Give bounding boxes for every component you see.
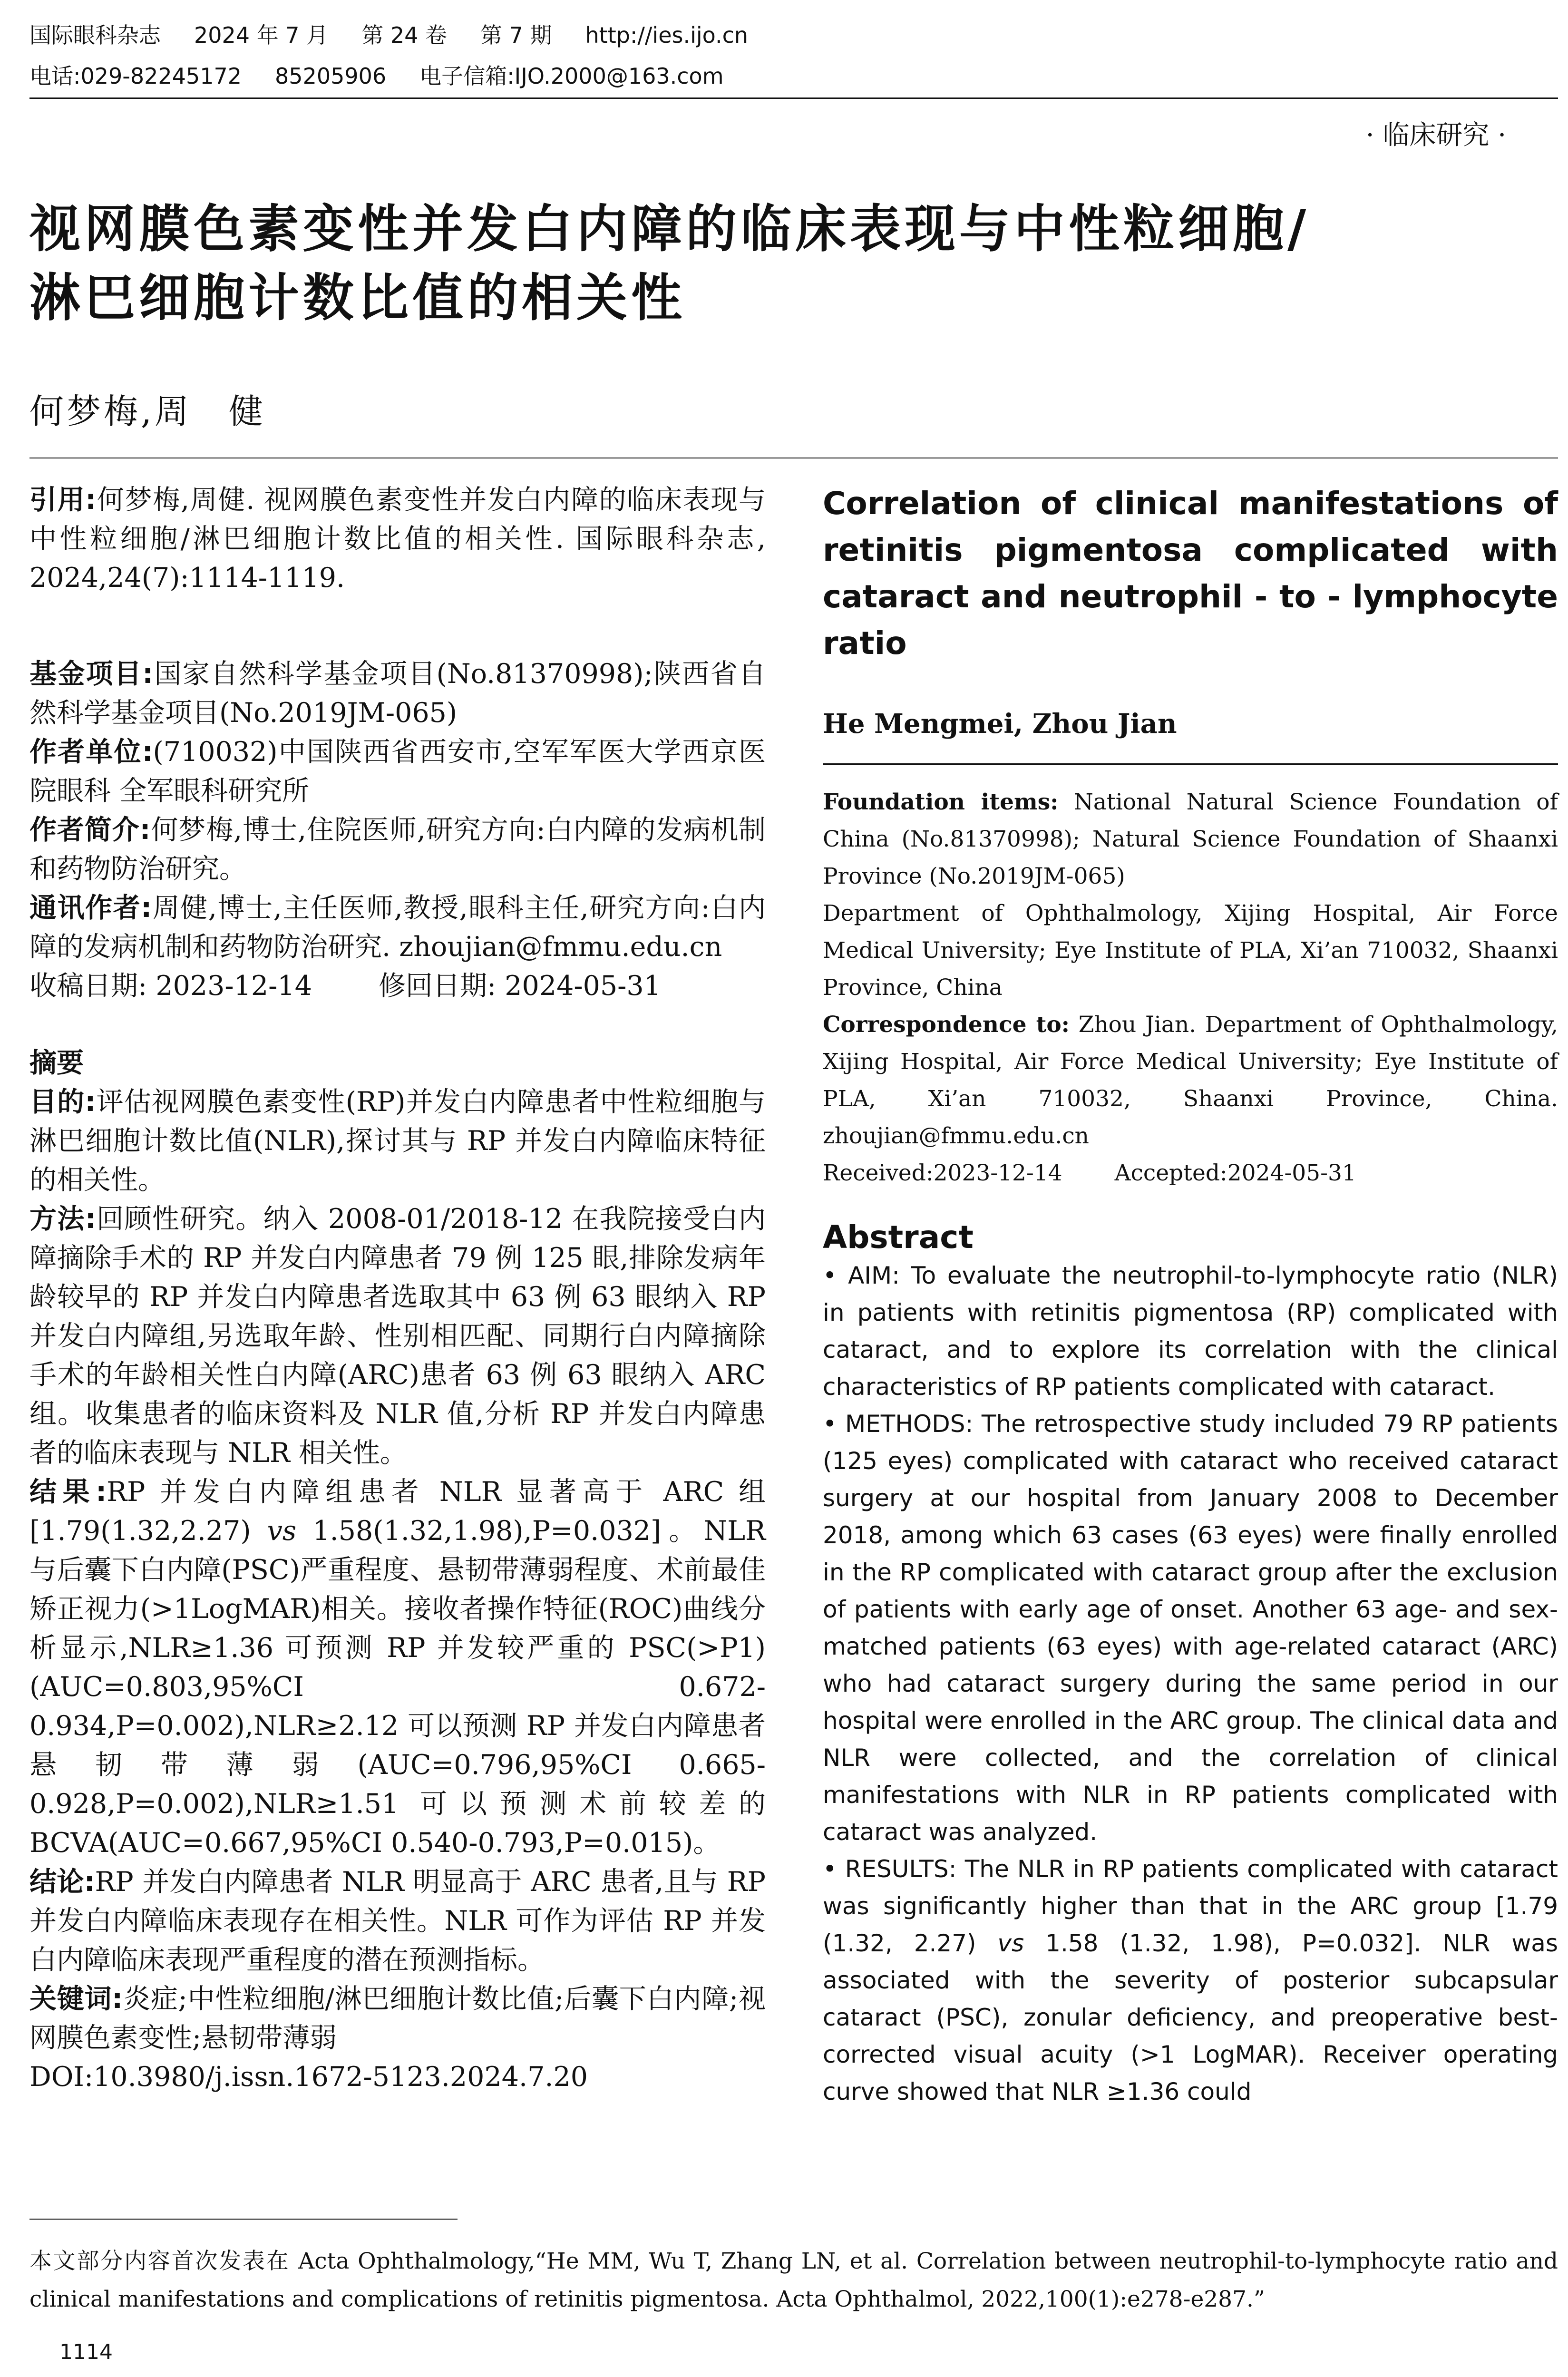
email[interactable]: 电子信箱:IJO.2000@163.com	[419, 63, 724, 89]
objective: 目的:评估视网膜色素变性(RP)并发白内障患者中性粒细胞与淋巴细胞计数比值(NLR),探讨其与 RP 并发白内障临床特征的相关性。	[29, 1086, 766, 1196]
issue: 第 7 期	[480, 22, 552, 48]
results-cn: 结果:RP 并发白内障组患者 NLR 显著高于 ARC 组[1.79(1.32,2.27) vs 1.58(1.32,1.98),P=0.032]。NLR 与后囊下白内障(PSC)严重程度、悬韧带薄弱程度、术前最佳矫正视力(>1LogMAR)相关。接收者操作特征(ROC)曲线分析显示,NLR≥1.36 可预测 RP 并发较严重的 PSC(>P1)(AUC=0.803,95%CI 0.672-0.934,P=0.002),NLR≥2.12 可以预测 RP 并发白内障患者悬韧带薄弱(AUC=0.796,95%CI 0.665-0.928,P=0.002),NLR≥1.51 可以预测术前较差的 BCVA(AUC=0.667,95%CI 0.540-0.793,P=0.015)。	[29, 1476, 766, 1859]
issue-date: 2024 年 7 月	[194, 22, 329, 48]
footnote: 本文部分内容首次发表在 Acta Ophthalmology,“He MM, Wu T, Zhang LN, et al. Correlation between neutrophil-to-lymphocyte ratio and clinical manifestations and complications of retinitis pigmentosa. Acta Ophthalmol, 2022,100(1):e278-e287.”	[29, 2248, 1558, 2312]
phone-2: 85205906	[275, 63, 387, 89]
methods-en: • METHODS: The retrospective study included 79 RP patients (125 eyes) complicated with cataract who received cataract surgery at our hospital from January 2008 to December 2018, among which 63 cases (63 eyes) were finally enrolled in the RP complicated with cataract group after the exclusion of patients with early age of onset. Another 63 age- and sex-matched patients (63 eyes) with age-related cataract (ARC) who had cataract surgery during the same period in our hospital were enrolled in the ARC group. The clinical data and NLR were collected, and the correlation of clinical manifestations with NLR in RP patients complicated with cataract was analyzed.	[823, 1410, 1558, 1846]
correspondence-label: Correspondence to:	[823, 1012, 1070, 1038]
keywords-label: 关键词:	[29, 1983, 123, 2015]
unit-label: 作者单位:	[29, 736, 153, 768]
corr-label: 通讯作者:	[29, 892, 152, 924]
page-number: 1114	[59, 2340, 113, 2364]
citation-label: 引用:	[29, 484, 97, 516]
running-header-line2	[29, 62, 757, 90]
footnote-rule	[29, 2219, 458, 2220]
fund-label: 基金项目:	[29, 658, 154, 690]
journal-url[interactable]: http://ies.ijo.cn	[585, 22, 749, 48]
corresponding-author: 通讯作者:周健,博士,主任医师,教授,眼科主任,研究方向:白内障的发病机制和药物防治研究. zhoujian@fmmu.edu.cn	[29, 892, 766, 963]
abstract-heading-cn: 摘要	[29, 1047, 84, 1079]
right-column	[823, 480, 1558, 2110]
section-tag: · 临床研究 ·	[1365, 120, 1506, 151]
left-column	[29, 480, 766, 2096]
citation: 引用:何梦梅,周健. 视网膜色素变性并发白内障的临床表现与中性粒细胞/淋巴细胞计数比值的相关性. 国际眼科杂志, 2024,24(7):1114-1119.	[29, 484, 766, 594]
title-en: Correlation of clinical manifestations of retinitis pigmentosa complicated with cataract and neutrophil - to - lymphocyte ratio	[823, 485, 1558, 662]
authors-cn: 何梦梅,周 健	[29, 391, 266, 431]
conclusion-label: 结论:	[29, 1866, 95, 1898]
aim-en: • AIM: To evaluate the neutrophil-to-lymphocyte ratio (NLR) in patients with retinitis pigmentosa (RP) complicated with cataract, and to explore its correlation with the clinical characteristics of RP patients complicated with cataract.	[823, 1262, 1558, 1401]
methods-cn: 方法:回顾性研究。纳入 2008-01/2018-12 在我院接受白内障摘除手术的 RP 并发白内障患者 79 例 125 眼,排除发病年龄较早的 RP 并发白内障患者选取其中 63 例 63 眼纳入 RP 并发白内障组,另选取年龄、性别相匹配、同期行白内障摘除手术的年龄相关性白内障(ARC)患者 63 例 63 眼纳入 ARC 组。收集患者的临床资料及 NLR 值,分析 RP 并发白内障患者的临床表现与 NLR 相关性。	[29, 1203, 766, 1469]
fund: 基金项目:国家自然科学基金项目(No.81370998);陕西省自然科学基金项目(No.2019JM-065)	[29, 658, 766, 729]
affiliation-en: Department of Ophthalmology, Xijing Hospital, Air Force Medical University; Eye Institute of PLA, Xi’an 710032, Shaanxi Province, China	[823, 900, 1558, 1001]
journal-name: 国际眼科杂志	[29, 22, 161, 48]
doi[interactable]: DOI:10.3980/j.issn.1672-5123.2024.7.20	[29, 2061, 588, 2093]
abstract-heading-en: Abstract	[823, 1219, 974, 1256]
foundation-label: Foundation items:	[823, 789, 1059, 815]
results-label: 结果:	[29, 1476, 107, 1508]
dates: 收稿日期: 2023-12-14 修回日期: 2024-05-31	[29, 970, 661, 1002]
bio-label: 作者简介:	[29, 814, 151, 846]
methods-label: 方法:	[29, 1203, 96, 1235]
objective-label: 目的:	[29, 1086, 96, 1118]
volume: 第 24 卷	[361, 22, 447, 48]
results-en-label: • RESULTS:	[823, 1855, 957, 1883]
author-bio: 作者简介:何梦梅,博士,住院医师,研究方向:白内障的发病机制和药物防治研究。	[29, 814, 766, 885]
conclusion-cn: 结论:RP 并发白内障患者 NLR 明显高于 ARC 患者,且与 RP 并发白内障临床表现存在相关性。NLR 可作为评估 RP 并发白内障临床表现严重程度的潜在预测指标。	[29, 1866, 766, 1976]
methods-en-label: • METHODS:	[823, 1410, 974, 1438]
running-header-line1	[29, 21, 781, 49]
results-en: • RESULTS: The NLR in RP patients complicated with cataract was significantly higher than that in the ARC group [1.79 (1.32, 2.27) vs 1.58 (1.32, 1.98), P=0.032]. NLR was associated with the severity of posterior subcapsular cataract (PSC), zonular deficiency, and preoperative best-corrected visual acuity (>1 LogMAR). Receiver operating curve showed that NLR ≥1.36 could	[823, 1855, 1558, 2105]
dates-en: Received:2023-12-14 Accepted:2024-05-31	[823, 1160, 1356, 1186]
header-rule	[29, 97, 1558, 99]
authors-en: He Mengmei, Zhou Jian	[823, 708, 1177, 740]
aim-label: • AIM:	[823, 1262, 900, 1289]
phone: 电话:029-82245172	[29, 63, 242, 89]
title-line-1: 视网膜色素变性并发白内障的临床表现与中性粒细胞/	[29, 200, 1310, 259]
en-rule	[823, 763, 1558, 765]
author-unit: 作者单位:(710032)中国陕西省西安市,空军军医大学西京医院眼科 全军眼科研究所	[29, 736, 766, 807]
keywords: 关键词:炎症;中性粒细胞/淋巴细胞计数比值;后囊下白内障;视网膜色素变性;悬韧带薄弱	[29, 1983, 766, 2054]
article-title	[29, 195, 1561, 333]
title-line-2: 淋巴细胞计数比值的相关性	[29, 269, 686, 328]
foundation-en: Foundation items: National Natural Science Foundation of China (No.81370998); Natural Science Foundation of Shaanxi Province (No.2019JM-065)	[823, 789, 1558, 889]
correspondence-en: Correspondence to: Zhou Jian. Department of Ophthalmology, Xijing Hospital, Air Force Medical University; Eye Institute of PLA, Xi’an 710032, Shaanxi Province, China. zhoujian@fmmu.edu.cn	[823, 1012, 1558, 1149]
